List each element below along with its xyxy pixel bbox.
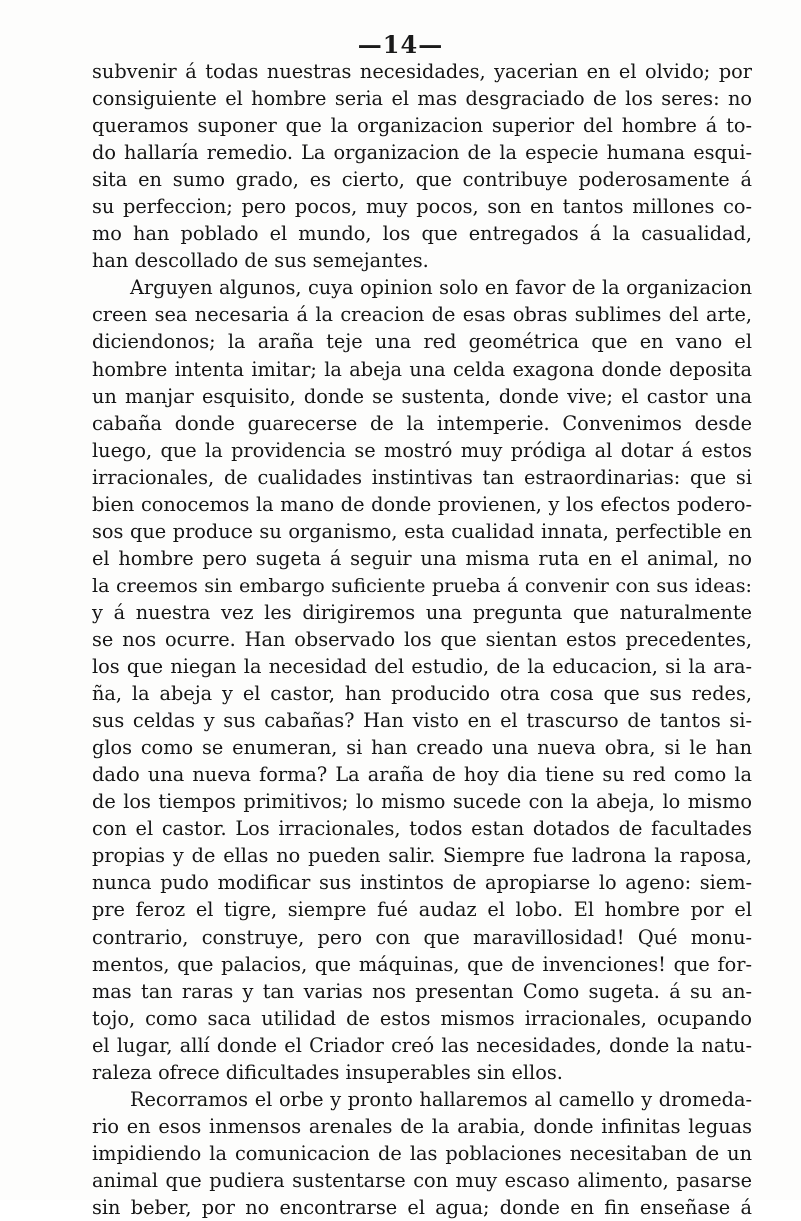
text-line: mo han poblado el mundo, los que entregados á la casualidad, bbox=[92, 222, 752, 246]
text-line: el lugar, allí donde el Criador creó las necesidades, donde la natu- bbox=[92, 1033, 752, 1057]
text-line: hombre intenta imitar; la abeja una celda exagona donde deposita bbox=[92, 357, 752, 381]
text-line: Recorramos el orbe y pronto hallaremos al camello y dromeda- bbox=[130, 1087, 752, 1111]
text-line: sos que produce su organismo, esta cualidad innata, perfectible en bbox=[92, 519, 752, 543]
text-line: de los tiempos primitivos; lo mismo sucede con la abeja, lo mismo bbox=[92, 790, 752, 814]
text-line: mas tan raras y tan varias nos presentan Como sugeta. á su an- bbox=[92, 979, 752, 1003]
text-line: pre feroz el tigre, siempre fué audaz el lobo. El hombre por el bbox=[92, 898, 752, 922]
text-line: bien conocemos la mano de donde provienen, y los efectos podero- bbox=[92, 492, 752, 516]
text-line: dado una nueva forma? La araña de hoy dia tiene su red como la bbox=[92, 763, 752, 787]
text-line: y á nuestra vez les dirigiremos una pregunta que naturalmente bbox=[92, 600, 752, 624]
text-line: diciendonos; la araña teje una red geométrica que en vano el bbox=[92, 330, 752, 354]
text-line: la creemos sin embargo suficiente prueba á convenir con sus ideas: bbox=[92, 573, 752, 597]
text-line: consiguiente el hombre seria el mas desgraciado de los seres: no bbox=[92, 87, 752, 111]
text-line: creen sea necesaria á la creacion de esas obras sublimes del arte, bbox=[92, 303, 752, 327]
text-line: sus celdas y sus cabañas? Han visto en el trascurso de tantos si- bbox=[92, 709, 752, 733]
text-line: sin beber, por no encontrarse el agua; donde en fin enseñase á bbox=[92, 1195, 752, 1219]
text-line: impidiendo la comunicacion de las poblaciones necesitaban de un bbox=[92, 1141, 752, 1165]
text-line: sita en sumo grado, es cierto, que contribuye poderosamente á bbox=[92, 168, 752, 192]
text-line: contrario, construye, pero con que maravillosidad! Qué monu- bbox=[92, 925, 752, 949]
text-line: cabaña donde guarecerse de la intemperie. Convenimos desde bbox=[92, 411, 752, 435]
text-line: rio en esos inmensos arenales de la arabia, donde infinitas leguas bbox=[92, 1114, 752, 1138]
text-line: do hallaría remedio. La organizacion de la especie humana esqui- bbox=[92, 141, 752, 165]
text-line: animal que pudiera sustentarse con muy escaso alimento, pasarse bbox=[92, 1168, 752, 1192]
text-line: con el castor. Los irracionales, todos estan dotados de facultades bbox=[92, 817, 752, 841]
text-line: nunca pudo modificar sus instintos de apropiarse lo ageno: siem- bbox=[92, 871, 752, 895]
text-line: irracionales, de cualidades instintivas tan estraordinarias: que si bbox=[92, 465, 752, 489]
text-line: los que niegan la necesidad del estudio, de la educacion, si la ara- bbox=[92, 655, 752, 679]
text-line: mentos, que palacios, que máquinas, que de invenciones! que for- bbox=[92, 952, 752, 976]
text-line: el hombre pero sugeta á seguir una misma ruta en el animal, no bbox=[92, 546, 752, 570]
text-line: subvenir á todas nuestras necesidades, yacerian en el olvido; por bbox=[92, 60, 752, 83]
text-line: queramos suponer que la organizacion superior del hombre á to- bbox=[92, 114, 752, 138]
body-text bbox=[92, 58, 752, 1221]
page-number: —14— bbox=[357, 30, 444, 59]
text-line: su perfeccion; pero pocos, muy pocos, son en tantos millones co- bbox=[92, 195, 752, 219]
text-line: propias y de ellas no pueden salir. Siempre fue ladrona la raposa, bbox=[92, 844, 752, 868]
text-line: raleza ofrece dificultades insuperables sin ellos. bbox=[92, 1060, 563, 1084]
text-line: se nos ocurre. Han observado los que sientan estos precedentes, bbox=[92, 627, 752, 651]
text-line: glos como se enumeran, si han creado una nueva obra, si le han bbox=[92, 736, 752, 760]
text-line: han descollado de sus semejantes. bbox=[92, 249, 429, 273]
text-line: luego, que la providencia se mostró muy pródiga al dotar á estos bbox=[92, 438, 752, 462]
text-line: tojo, como saca utilidad de estos mismos irracionales, ocupando bbox=[92, 1006, 752, 1030]
text-line: ña, la abeja y el castor, han producido otra cosa que sus redes, bbox=[92, 682, 752, 706]
text-line: un manjar esquisito, donde se sustenta, donde vive; el castor una bbox=[92, 384, 752, 408]
text-line: Arguyen algunos, cuya opinion solo en favor de la organizacion bbox=[130, 276, 752, 300]
